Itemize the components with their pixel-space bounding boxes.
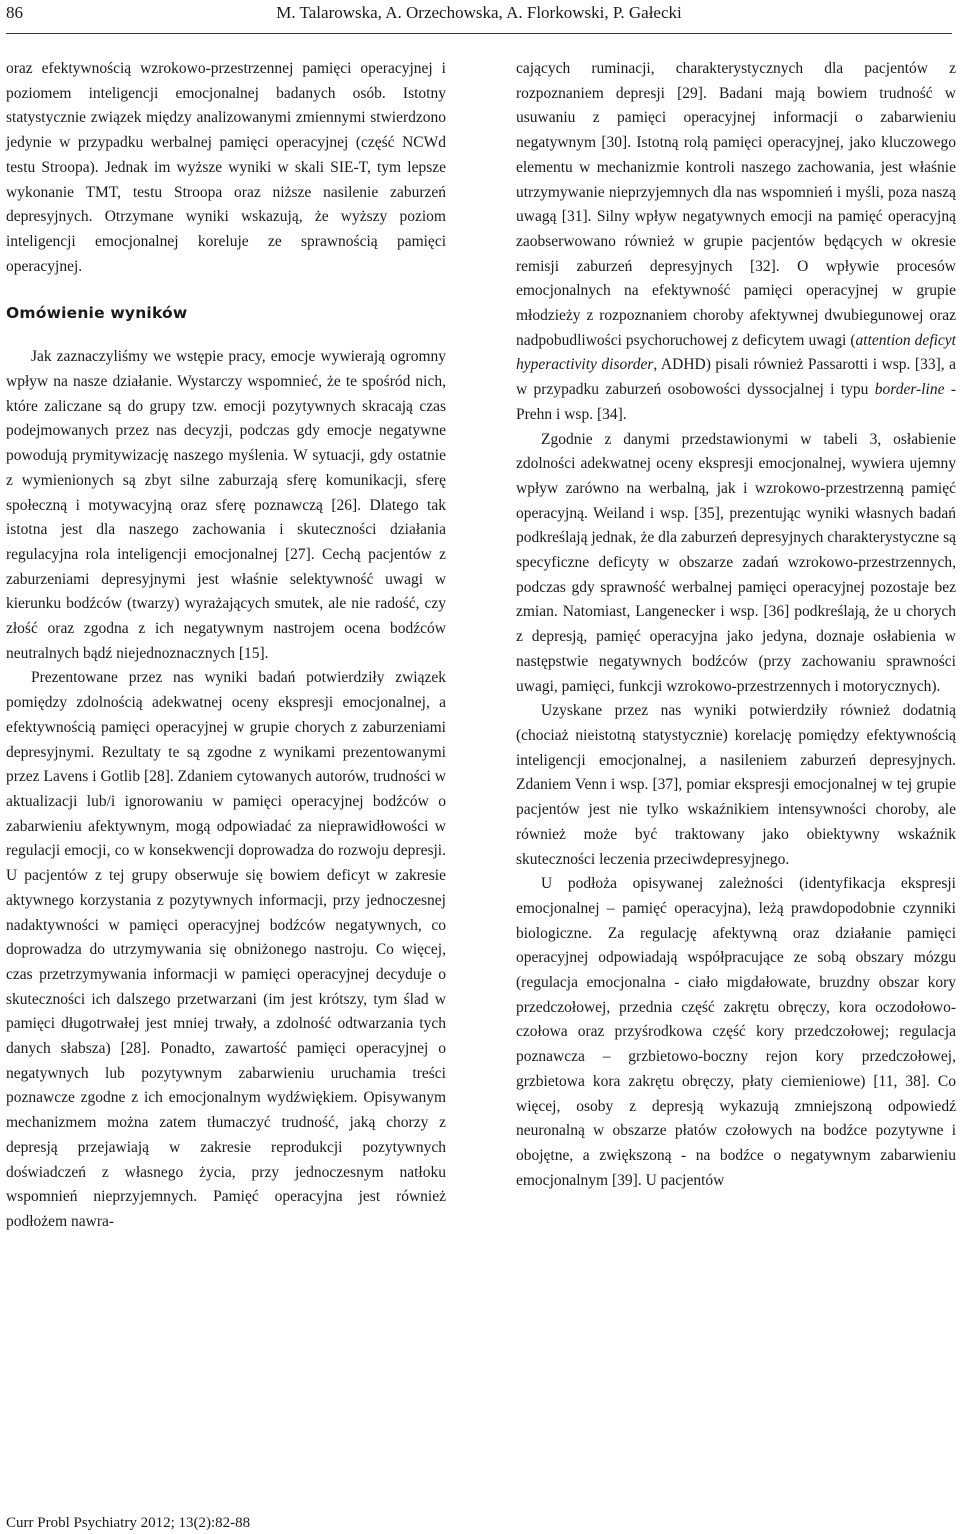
paragraph: Jak zaznaczyliśmy we wstępie pracy, emocje wywierają ogromny wpływ na nasze działanie. Wystarczy wspomnieć, że te spośród nich, które zaliczane są do grupy tzw. emocji pozytywnych skracają czas podejmowanych przez nas decyzji, podczas gdy emocje negatywne powodują prymitywizację naszego myślenia. W sytuacji, gdy ostatnie z wymienionych są zbyt silne zaburzają sferę komunikacji, sferę społeczną i motywacyjną oraz sferę poznawczą [26]. Dlatego tak istotna jest dla naszego zachowania i skuteczności działania regulacyjna rola inteligencji emocjonalnej [27]. Cechą pacjentów z zaburzeniami depresyjnymi jest właśnie selektywność uwagi w kierunku bodźców (twarzy) wyrażających smutek, ale nie radość, czy złość oraz zgodna z ich negatywnym nastrojem ocena bodźców neutralnych bądź niejednoznacznych [15]. bbox=[6, 348, 446, 662]
paragraph bbox=[516, 57, 956, 428]
left-column bbox=[6, 57, 446, 1235]
page-number: 86 bbox=[6, 3, 23, 22]
running-head-authors: M. Talarowska, A. Orzechowska, A. Florkowski, P. Gałecki bbox=[276, 3, 682, 22]
paragraph: Zgodnie z danymi przedstawionymi w tabeli 3, osłabienie zdolności adekwatnej oceny ekspresji emocjonalnej, wywiera ujemny wpływ zarówno na werbalną, jak i wzrokowo-przestrzenną pamięć operacyjną. Weiland i wsp. [35], prezentując wyniki własnych badań podkreślają jednak, że dla zaburzeń depresyjnych charakterystyczne są specyficzne deficyty w obszarze zadań wzrokowo-przestrzennych, podczas gdy sprawność werbalnej pamięci operacyjnej pozostaje bez zmian. Natomiast, Langenecker i wsp. [36] podkreślają, że u chorych z depresją, pamięć operacyjna jako jedyna, doznaje osłabienia w następstwie negatywnych bodźców (przy zachowaniu sprawności uwagi, pamięci, funkcji wzrokowo-przestrzennych i motorycznych). bbox=[516, 430, 956, 695]
page-header bbox=[6, 2, 952, 28]
paragraph: oraz efektywnością wzrokowo-przestrzennej pamięci operacyjnej i poziomem inteligencji emocjonalnej badanych osób. Istotny statystycznie związek między analizowanymi zmiennymi stwierdzono jedynie w przypadku werbalnej pamięci operacyjnej (część NCWd testu Stroopa). Jednak im wyższe wyniki w skali SIE-T, tym lepsze wykonanie TMT, testu Stroopa oraz niższe nasilenie zaburzeń depresyjnych. Otrzymane wyniki wskazują, że wyższy poziom inteligencji emocjonalnej koreluje ze sprawnością pamięci operacyjnej. bbox=[6, 60, 446, 275]
right-column bbox=[516, 57, 956, 1193]
text-run: , ADHD) pisali również Passarotti i wsp. [33], a w przypadku zaburzeń osobowości dyssocjalnej i typu bbox=[516, 356, 956, 399]
section-heading: Omówienie wyników bbox=[6, 304, 188, 323]
italic-term: attention deficyt hyperactivity disorder bbox=[516, 331, 956, 374]
text-run: - Prehn i wsp. [34]. bbox=[516, 381, 956, 423]
paragraph: Prezentowane przez nas wyniki badań potwierdziły związek pomiędzy zdolnością adekwatnej oceny ekspresji emocjonalnej, a efektywnością pamięci operacyjnej w grupie chorych z zaburzeniami depresyjnymi. Rezultaty te są zgodne z wynikami prezentowanymi przez Lavens i Gotlib [28]. Zdaniem cytowanych autorów, trudności w aktualizacji lub/i ignorowaniu w pamięci operacyjnej bodźców o zabarwieniu afektywnym, mogą odpowiadać za nieprawidłowości w regulacji emocji, co w konsekwencji doprowadza do rozwoju depresji. U pacjentów z tej grupy obserwuje się bowiem deficyt w zakresie aktywnego korzystania z pozytywnych informacji, przy jednoczesnej nadaktywności w pamięci operacyjnej bodźców negatywnych, co doprowadza do utrzymywania się obniżonego nastroju. Co więcej, czas przetrzymywania informacji w pamięci operacyjnej decyduje o skuteczności ich dalszego przetwarzani (im jest krótszy, tym ślad w pamięci długotrwałej jest mniej trwały, a zdolność odtwarzania tych danych słabsza) [28]. Ponadto, zawartość pamięci operacyjnej o negatywnych lub pozytywnym zabarwieniu uruchamia treści poznawcze zgodne z ich emocjonalnym wydźwiękiem. Opisywanym mechanizmem można zatem tłumaczyć trudność, jaką chorzy z depresją przejawiają w zakresie reprodukcji pozytywnych doświadczeń z własnego życia, przy jednoczesnym natłoku wspomnień nieprzyjemnych. Pamięć operacyjna jest również podłożem nawra- bbox=[6, 669, 446, 1230]
paragraph: Uzyskane przez nas wyniki potwierdziły również dodatnią (chociaż nieistotną statystycznie) korelację pomiędzy efektywnością inteligencji emocjonalnej, a nasileniem zaburzeń depresyjnych. Zdaniem Venn i wsp. [37], pomiar ekspresji emocjonalnej w tej grupie pacjentów jest nie tylko wskaźnikiem intensywności choroby, ale również może być traktowany jako obiektywny wskaźnik skuteczności leczenia przeciwdepresyjnego. bbox=[516, 702, 956, 868]
journal-citation: Curr Probl Psychiatry 2012; 13(2):82-88 bbox=[6, 1515, 251, 1531]
text-run: cających ruminacji, charakterystycznych dla pacjentów z rozpoznaniem depresji [29]. Badani mają bowiem trudność w usuwaniu z pamięci operacyjnej informacji o zabarwieniu negatywnym [30]. Istotną rolą pamięci operacyjnej, jako kluczowego elementu w mechanizmie kontroli naszego zachowania, jest właśnie utrzymywanie nieprzyjemnych dla nas wspomnień i myśli, poza naszą uwagą [31]. Silny wpływ negatywnych emocji na pamięć operacyjną zaobserwowano również w grupie pacjentów będących w okresie remisji zaburzeń depresyjnych [32]. O wpływie procesów emocjonalnych na efektywność pamięci operacyjnej w grupie młodzieży z rozpoznaniem choroby afektywnej dwubiegunowej oraz nadpobudliwości psychoruchowej z deficytem uwagi ( bbox=[516, 60, 956, 349]
header-rule bbox=[6, 33, 952, 34]
paragraph: U podłoża opisywanej zależności (identyfikacja ekspresji emocjonalnej – pamięć operacyjna), leżą prawdopodobnie czynniki biologiczne. Za regulację afektywną oraz działanie pamięci operacyjnej odpowiadają współpracujące ze sobą obszary mózgu (regulacja emocjonalna - ciało migdałowate, bruzdny obszar kory przedczołowej, przednia część zakrętu obręczy, kora oczodołowo-czołowa oraz przyśrodkowa część kory przedczołowej; regulacja poznawcza – grzbietowo-boczny rejon kory przedczołowej, grzbietowa kora zakrętu obręczy, płaty ciemieniowe) [11, 38]. Co więcej, osoby z depresją wykazują zmniejszoną odpowiedź neuronalną w obszarze płatów czołowych na bodźce pozytywne i obojętne, a zwiększoną - na bodźce o negatywnym zabarwieniu emocjonalnym [39]. U pacjentów bbox=[516, 875, 956, 1189]
italic-term: border-line bbox=[874, 381, 945, 399]
